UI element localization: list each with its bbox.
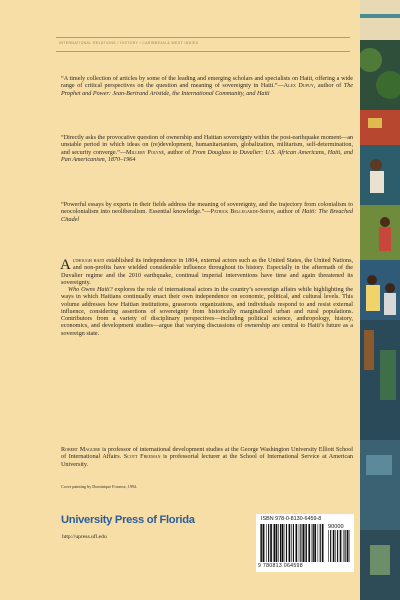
- description-para-1-text: established its independence in 1804, external actors such as the United States, the United Nations, and non-profits have wielded considerable influence throughout its history. Especially in the aftermath of the Duvalier regime and the 2010 earthquake, continual imperial interventions have time and again threatened its sovereignty.: [61, 258, 353, 286]
- top-rule: [56, 37, 350, 38]
- book-title: Who Owns Haiti?: [68, 287, 113, 293]
- blurb-2: [61, 135, 353, 164]
- publisher-name: University Press of Florida: [61, 514, 195, 526]
- editor-1-name: Robert Maguire: [61, 447, 101, 453]
- description-para-1: [61, 258, 353, 287]
- blurb-1: [61, 76, 353, 98]
- blurb-3-role: , author of: [273, 209, 302, 216]
- publisher-url[interactable]: http://upress.ufl.edu: [62, 534, 107, 540]
- isbn-text: ISBN 978-0-8130-6459-8: [261, 516, 322, 522]
- description-para-2-text: explores the role of international actors in the country’s sovereign affairs while highlighting the ways in which Haitians continually enact their own independence on economic, political, and cultural levels. This volume addresses how Haitian institutions, grassroots organizations, and individuals respond to and resist external influence, considering assertions of sovereignty from historically marginalized urban and rural populations. Contributors from a variety of disciplinary perspectives—including political science, anthropology, history, economics, and development studies—argue that varying discussions of ownership are central to Haiti’s future as a sovereign state.: [61, 287, 353, 337]
- description: [61, 258, 353, 338]
- ean-digits: 9 780813 064598: [258, 563, 303, 569]
- editor-1-bio: is professor of international development studies at the George Washington University Elliott School of International Affairs.: [61, 447, 353, 461]
- editor-bios: [61, 447, 353, 469]
- cover-credit: Cover painting by Dominique Fonrose, 1994.: [61, 484, 138, 489]
- blurb-3-author: Patrick Bellegarde-Smith: [210, 209, 274, 216]
- blurb-1-text: “A timely collection of articles by some of the leading and emerging scholars and specialists on Haiti, offering a wide range of critical perspectives on the question and meaning of sovereignty in Haiti.”—: [61, 76, 353, 90]
- price-barcode: [328, 530, 350, 562]
- blurb-2-work: From Douglass to Duvalier: U.S. African Americans, Haiti, and Pan Americanism, 1870–1964: [61, 149, 353, 163]
- description-para-2: [61, 287, 353, 338]
- blurb-1-role: , author of: [313, 83, 344, 90]
- blurb-3-work: Haiti: The Breached Citadel: [61, 209, 353, 223]
- blurb-2-text: “Directly asks the provocative question of ownership and Haitian sovereignty within the post-earthquake moment—an unstable period in which ideas on (re)development, humanitarianism, globalization, militarism, self-determination, and security converge.”—: [61, 135, 353, 156]
- cover-painting-strip: [360, 0, 400, 600]
- barcode-panel: [256, 514, 354, 572]
- editor-2-bio: is professorial lecturer at the School of International Service at American University.: [61, 454, 353, 468]
- description-lead: lthough haiti: [72, 258, 105, 264]
- blurb-1-work: The Prophet and Power: Jean-Bertrand Aristide, the International Community, and Haiti: [61, 83, 353, 97]
- category-rule: [56, 51, 350, 52]
- blurb-1-author: Alex Dupuy: [283, 83, 314, 90]
- blurb-3-text: “Powerful essays by experts in their fields address the meaning of sovereignty, and the trajectory from colonialism to neocolonialism into neoliberalism. Essential knowledge.”—: [61, 202, 353, 216]
- ean-barcode: [260, 524, 324, 562]
- blurb-3: [61, 202, 353, 224]
- blurb-2-author: Millery Polyné: [126, 149, 164, 156]
- editor-2-name: Scott Freeman: [123, 454, 161, 461]
- price-code: 90000: [328, 524, 344, 530]
- category-line: INTERNATIONAL RELATIONS / HISTORY / CARIBBEAN & WEST INDIES: [59, 41, 199, 45]
- drop-cap: A: [60, 257, 71, 273]
- blurb-2-role: , author of: [163, 149, 193, 156]
